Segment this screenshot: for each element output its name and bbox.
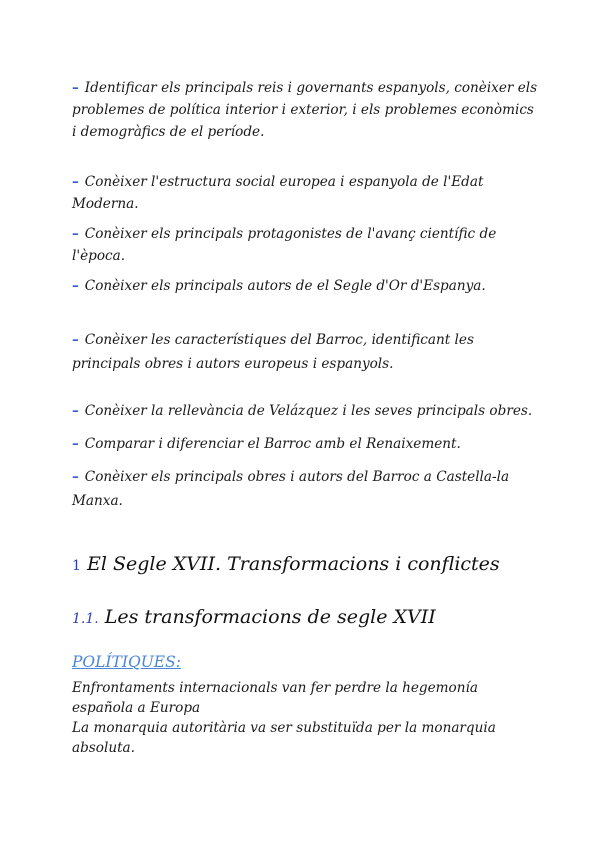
objective-text: Identificar els principals reis i governants espanyols, conèixer els problemes de política interior i exterior, i els problemes econòmics i demogràfics de el període.	[72, 80, 538, 140]
objective-item	[72, 433, 542, 455]
section-heading	[72, 550, 500, 580]
objective-item	[72, 77, 542, 143]
subsection-title: Les transformacions de segle XVII	[104, 606, 436, 628]
objective-item	[72, 275, 542, 297]
dash-icon: –	[72, 278, 79, 294]
politiques-label: POLÍTIQUES:	[72, 653, 181, 671]
politiques-paragraph-1: Enfrontaments internacionals van fer perdre la hegemonía española a Europa	[72, 680, 478, 716]
objective-text: Conèixer els principals autors de el Segle d'Or d'Espanya.	[84, 278, 486, 294]
objective-text: Comparar i diferenciar el Barroc amb el Renaixement.	[84, 436, 461, 452]
dash-icon: –	[72, 403, 79, 419]
subsection-heading	[72, 603, 436, 633]
objective-text: Conèixer els principals obres i autors del Barroc a Castella-la Manxa.	[72, 469, 510, 509]
dash-icon: –	[72, 80, 79, 96]
objective-text: Conèixer els principals protagonistes de l'avanç científic de l'època.	[72, 226, 497, 264]
objective-text: Conèixer les característiques del Barroc, identificant les principals obres i autors europeus i espanyols.	[72, 332, 474, 372]
subsection-number: 1.1.	[72, 611, 99, 627]
objective-item	[72, 400, 542, 422]
objective-text: Conèixer l'estructura social europea i espanyola de l'Edat Moderna.	[72, 174, 484, 212]
section-number: 1	[72, 558, 81, 574]
dash-icon: –	[72, 469, 79, 485]
dash-icon: –	[72, 332, 79, 348]
politiques-paragraph-2: La monarquia autoritària va ser substituïda per la monarquia absoluta.	[72, 720, 496, 756]
dash-icon: –	[72, 436, 79, 452]
objective-text: Conèixer la rellevància de Velázquez i les seves principals obres.	[84, 403, 533, 419]
objective-item	[72, 223, 542, 267]
section-title: El Segle XVII. Transformacions i conflictes	[86, 553, 500, 575]
dash-icon: –	[72, 174, 79, 190]
dash-icon: –	[72, 226, 79, 242]
objective-item	[72, 465, 542, 513]
objective-item	[72, 328, 542, 376]
objective-item	[72, 171, 542, 215]
